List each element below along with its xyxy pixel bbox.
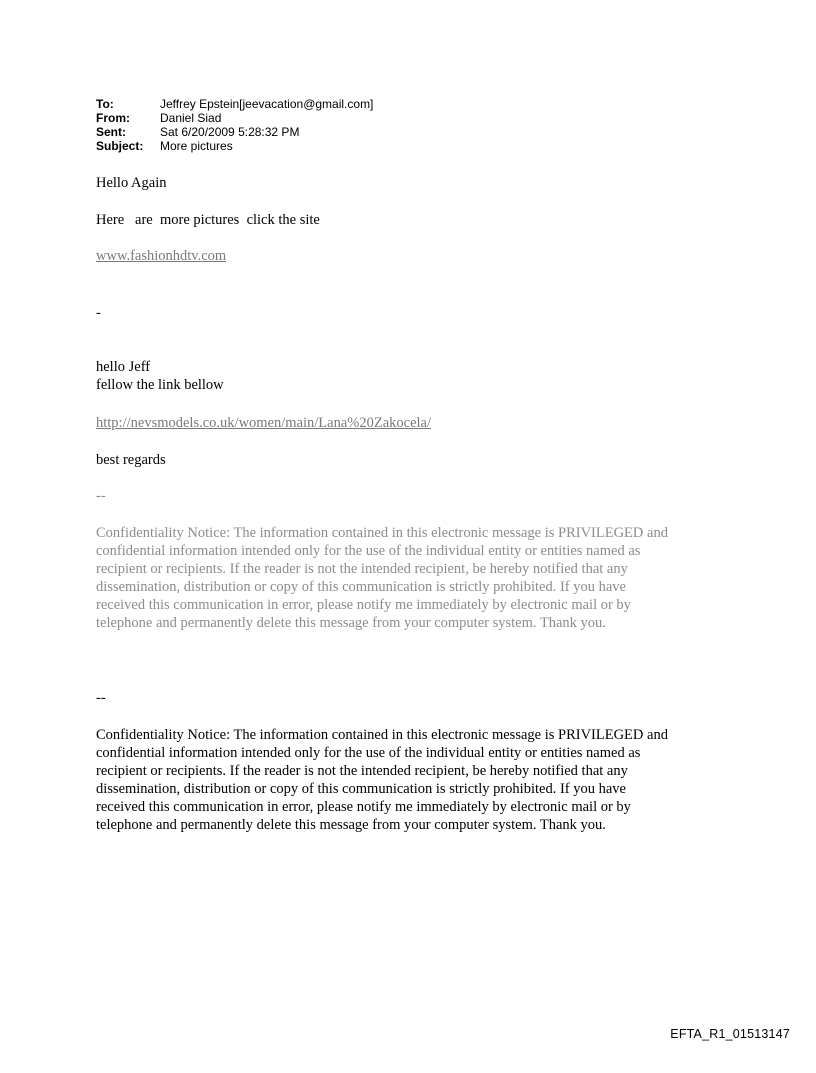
greeting: Hello Again [96,175,167,191]
notice-line: dissemination, distribution or copy of this communication is strictly prohibited. If you have [96,781,626,797]
notice-line: received this communication in error, please notify me immediately by electronic mail or by [96,597,631,613]
notice-line: Confidentiality Notice: The information contained in this electronic message is PRIVILEGED and [96,727,668,743]
notice-line: telephone and permanently delete this message from your computer system. Thank you. [96,817,606,833]
subject-row [96,139,373,153]
body-line: Here are more pictures click the site [96,212,320,228]
signature-separator-grey: -- [96,488,106,504]
notice-line: confidential information intended only for the use of the individual entity or entities named as [96,543,641,559]
sent-row [96,125,373,139]
dash-separator: - [96,305,101,321]
subject-value: More pictures [160,139,233,153]
quoted-line: fellow the link bellow [96,377,224,393]
notice-line: telephone and permanently delete this message from your computer system. Thank you. [96,615,606,631]
notice-line: confidential information intended only for the use of the individual entity or entities named as [96,745,641,761]
regards: best regards [96,452,166,468]
from-value: Daniel Siad [160,111,222,125]
notice-line: dissemination, distribution or copy of this communication is strictly prohibited. If you have [96,579,626,595]
from-label: From: [96,111,130,125]
signature-separator: -- [96,690,106,706]
from-row [96,111,373,125]
notice-line: recipient or recipients. If the reader is not the intended recipient, be hereby notified that any [96,763,628,779]
nevsmodels-link[interactable]: http://nevsmodels.co.uk/women/main/Lana%20Zakocela/ [96,415,432,431]
confidentiality-notice [96,726,736,834]
fashionhdtv-link[interactable]: www.fashionhdtv.com [96,248,227,264]
sent-label: Sent: [96,125,126,139]
to-label: To: [96,97,114,111]
to-row [96,97,373,111]
email-header [96,97,373,153]
notice-line: received this communication in error, please notify me immediately by electronic mail or by [96,799,631,815]
to-value: Jeffrey Epstein[jeevacation@gmail.com] [160,97,374,111]
confidentiality-notice-grey [96,524,736,632]
notice-line: recipient or recipients. If the reader is not the intended recipient, be hereby notified that any [96,561,628,577]
quoted-greeting: hello Jeff [96,359,151,375]
sent-value: Sat 6/20/2009 5:28:32 PM [160,125,300,139]
notice-line: Confidentiality Notice: The information contained in this electronic message is PRIVILEGED and [96,525,668,541]
document-id: EFTA_R1_01513147 [670,1027,790,1041]
subject-label: Subject: [96,139,144,153]
